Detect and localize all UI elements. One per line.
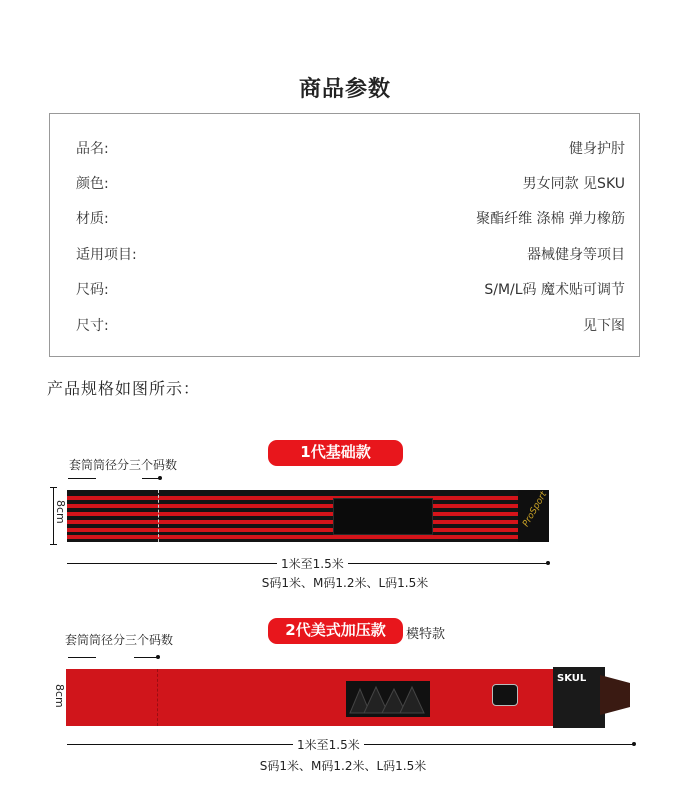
sleeve-tick	[68, 478, 96, 479]
product1-sizes: S码1米、M码1.2米、L码1.5米	[261, 576, 429, 590]
width-cap	[50, 544, 57, 545]
sleeve-dashed-line	[157, 669, 158, 726]
param-value: S/M/L码 魔术贴可调节	[484, 282, 625, 298]
param-key: 品名:	[76, 141, 109, 157]
product2-sizes: S码1米、M码1.2米、L码1.5米	[259, 759, 427, 773]
product1-badge: 1代基础款	[268, 440, 403, 466]
strap-stripe	[67, 512, 549, 516]
strap-stripe	[67, 496, 549, 500]
param-table	[49, 113, 640, 357]
strap-stripe	[67, 520, 549, 524]
param-row	[76, 173, 625, 195]
sleeve-tick	[134, 657, 158, 658]
param-row	[76, 138, 625, 160]
strap-end-text: SKUL	[557, 673, 587, 684]
length-dot	[632, 742, 636, 746]
param-value: 见下图	[583, 318, 625, 334]
param-value: 男女同款 见SKU	[522, 176, 625, 192]
param-row	[76, 315, 625, 337]
strap-end-graphic	[553, 667, 605, 728]
param-value: 器械健身等项目	[527, 247, 625, 263]
param-key: 材质:	[76, 211, 109, 227]
product2-width-label: 8cm	[53, 684, 66, 708]
velcro-patch	[346, 681, 430, 717]
brand-badge-icon	[492, 684, 518, 706]
width-cap	[50, 487, 57, 488]
param-value: 健身护肘	[569, 141, 625, 157]
param-row	[76, 208, 625, 230]
spec-heading: 产品规格如图所示：	[47, 379, 201, 398]
sleeve-dot	[158, 476, 162, 480]
sleeve-tick	[68, 657, 96, 658]
product2-badge: 2代美式加压款	[268, 618, 403, 644]
product1-strap	[67, 490, 549, 542]
param-key: 适用项目:	[76, 247, 137, 263]
param-key: 尺码:	[76, 282, 109, 298]
param-value: 聚酯纤维 涤棉 弹力橡筋	[476, 211, 625, 227]
param-key: 颜色:	[76, 176, 109, 192]
product2-length-label: 1米至1.5米	[293, 736, 364, 753]
strap-tip	[518, 490, 549, 542]
strap-tip-logo: ProSport	[521, 490, 549, 529]
strap-tab	[600, 675, 630, 715]
param-row	[76, 279, 625, 301]
product1-width-label: 8cm	[54, 500, 67, 524]
strap-stripe	[67, 535, 549, 539]
strap-stripe	[67, 504, 549, 508]
product1-length-label: 1米至1.5米	[277, 555, 348, 572]
param-row	[76, 244, 625, 266]
strap-stripe	[67, 528, 549, 532]
sleeve-dot	[156, 655, 160, 659]
product1-sleeve-note: 套筒筒径分三个码数	[69, 458, 178, 472]
product2-sleeve-note: 套筒筒径分三个码数	[65, 633, 174, 647]
page-title: 商品参数	[298, 77, 391, 102]
product2-strap	[66, 669, 553, 726]
model-note: 模特款	[406, 627, 446, 642]
param-key: 尺寸:	[76, 318, 109, 334]
velcro-patch	[333, 498, 433, 535]
length-dot	[546, 561, 550, 565]
sleeve-dashed-line	[158, 490, 159, 542]
